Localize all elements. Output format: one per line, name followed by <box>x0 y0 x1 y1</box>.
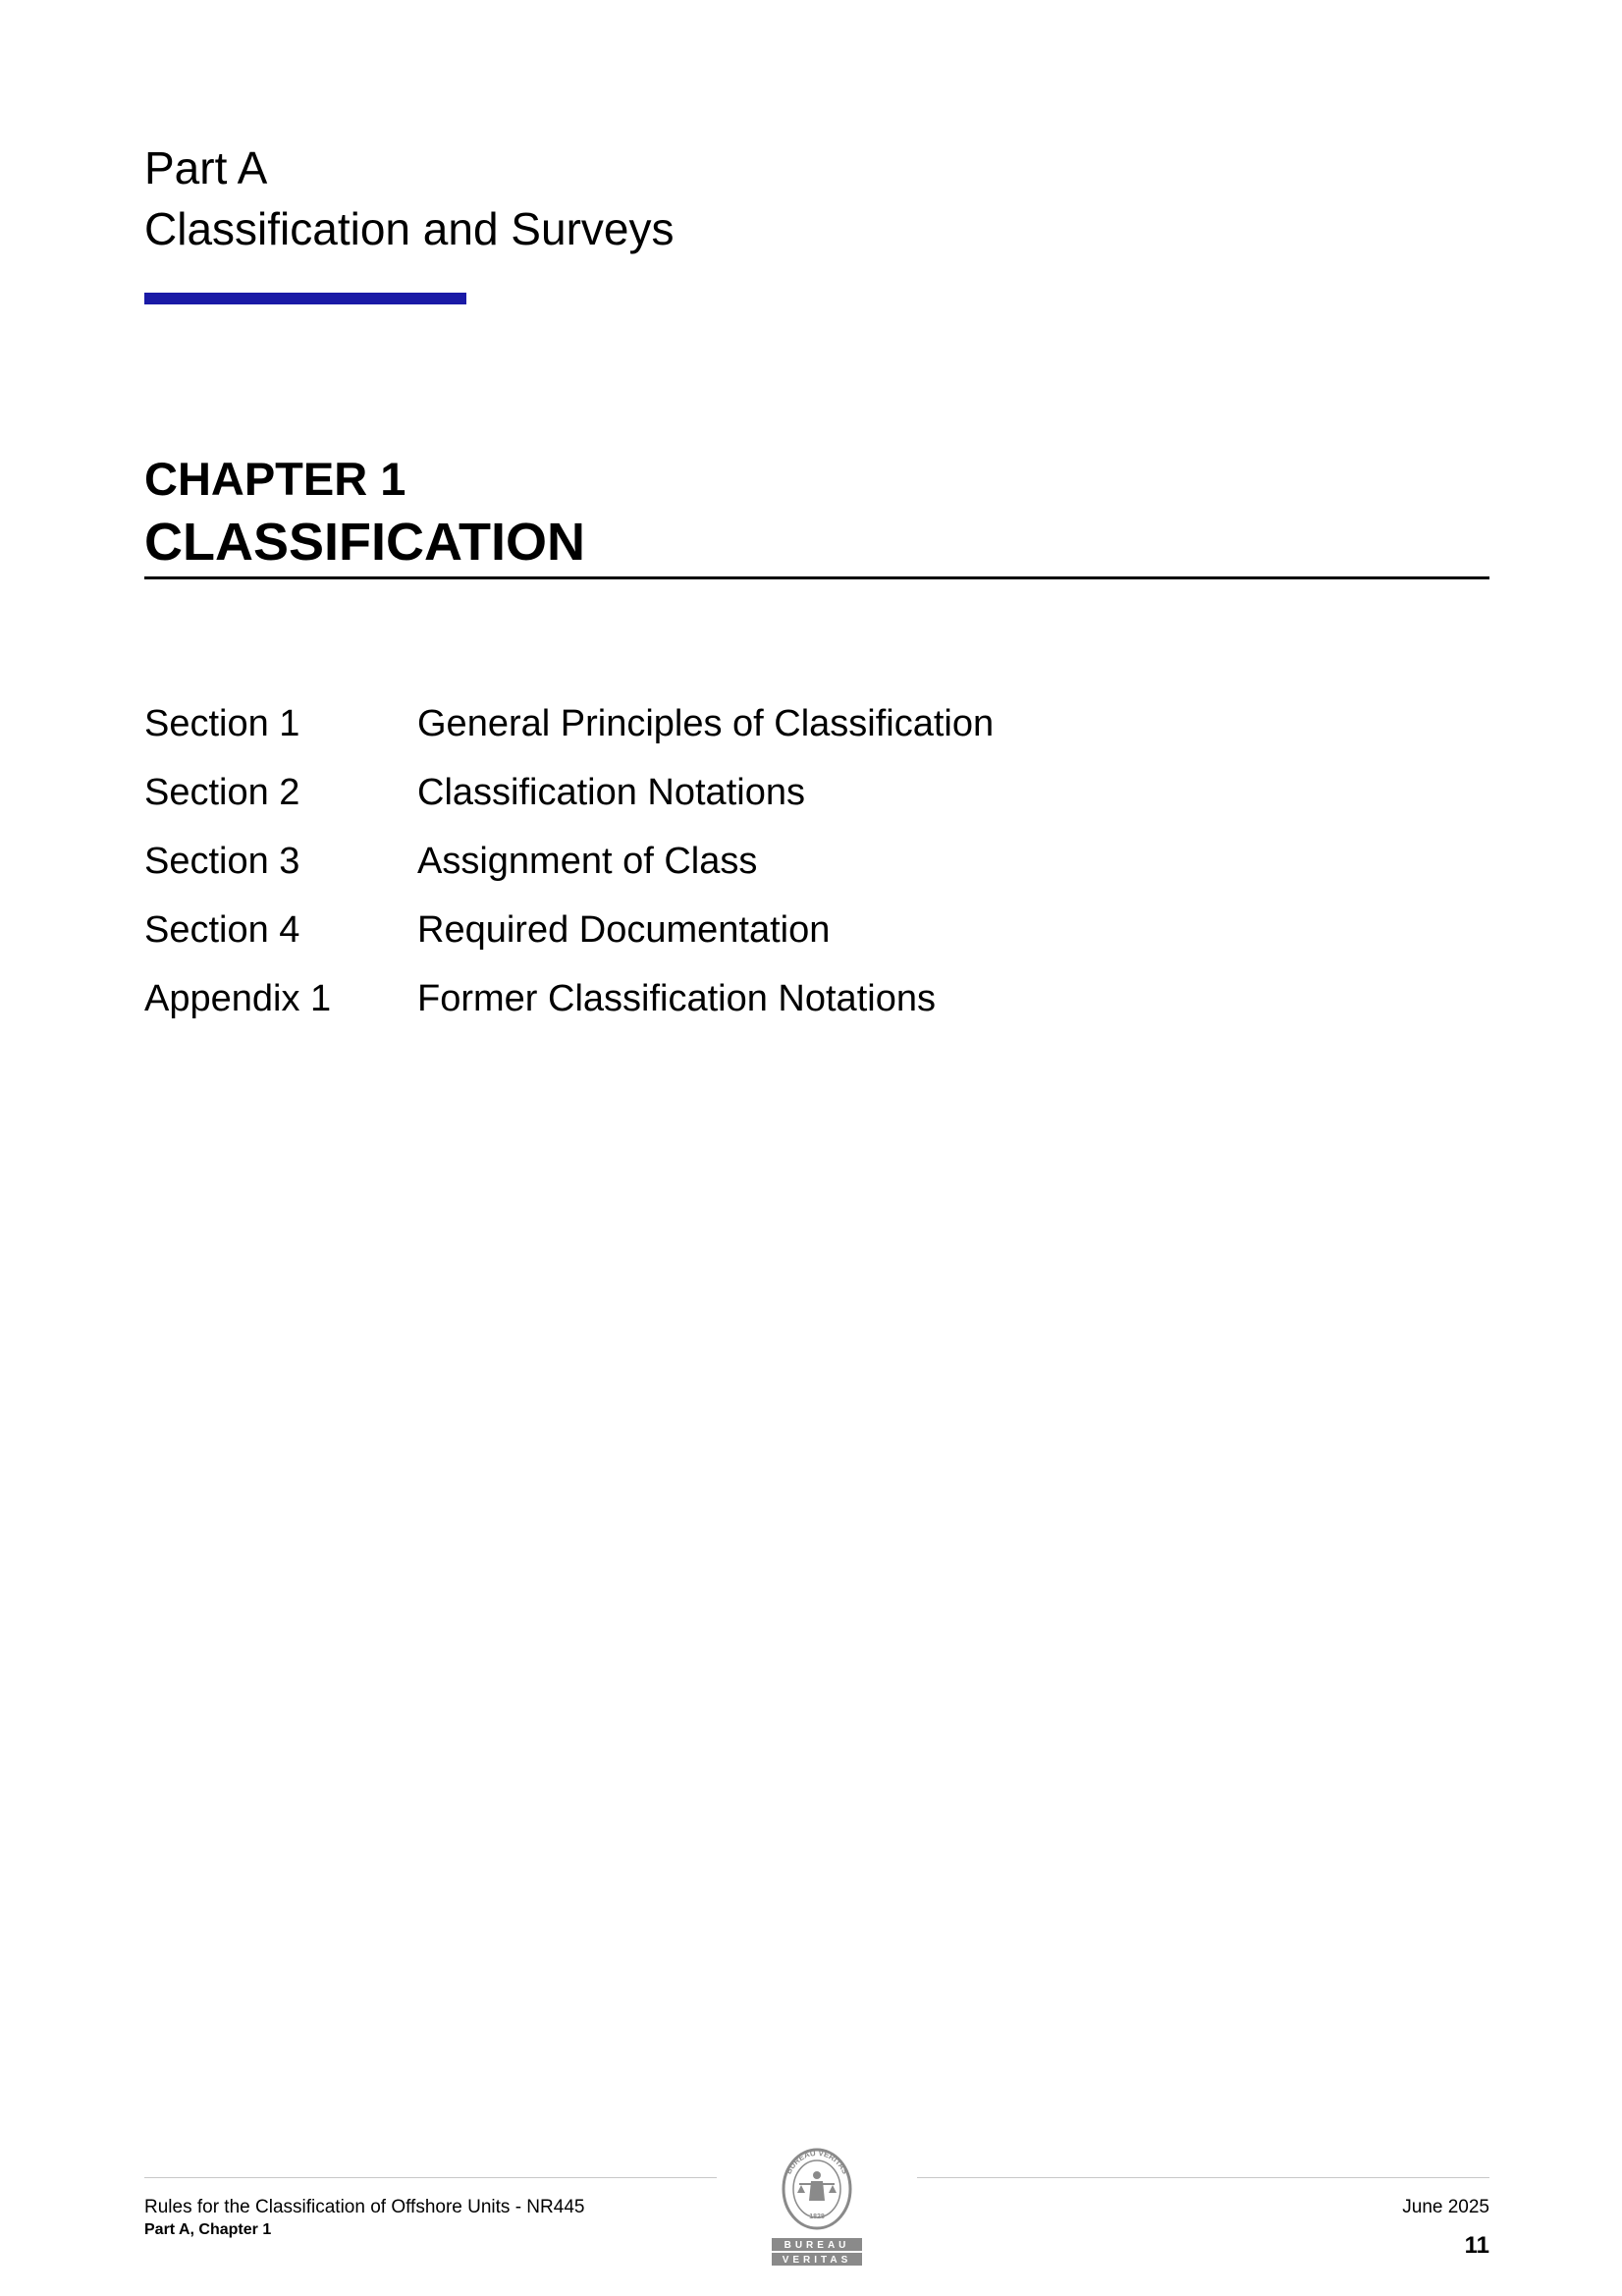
toc-title: Classification Notations <box>417 771 805 813</box>
footer-date: June 2025 <box>1402 2197 1489 2217</box>
footer-divider-left <box>144 2177 717 2178</box>
part-heading <box>144 137 674 259</box>
footer-part-chapter: Part A, Chapter 1 <box>144 2221 272 2238</box>
toc-row-section-3[interactable] <box>144 827 1421 896</box>
chapter-title: CLASSIFICATION <box>144 513 585 572</box>
logo-year: 1828 <box>809 2214 825 2220</box>
footer-divider-right <box>917 2177 1489 2178</box>
page-number: 11 <box>1464 2232 1489 2259</box>
toc-row-section-4[interactable] <box>144 896 1421 964</box>
toc-row-section-2[interactable] <box>144 758 1421 827</box>
footer-right <box>1402 2196 1489 2261</box>
toc-row-section-1[interactable] <box>144 689 1421 758</box>
part-label: Part A <box>144 142 268 193</box>
chapter-number: CHAPTER 1 <box>144 453 406 505</box>
toc-title: Assignment of Class <box>417 840 758 882</box>
part-title: Classification and Surveys <box>144 203 675 254</box>
toc-title: Required Documentation <box>417 908 831 951</box>
bureau-veritas-logo <box>766 2146 868 2269</box>
logo-word-top: BUREAU <box>784 2240 850 2251</box>
toc-label: Section 2 <box>144 771 300 813</box>
table-of-contents <box>144 689 1421 1033</box>
logo-ring-text: BUREAU VERITAS <box>784 2148 850 2176</box>
logo-word-bottom: VERITAS <box>782 2255 852 2266</box>
toc-label: Section 3 <box>144 840 300 882</box>
footer-left <box>144 2196 584 2241</box>
toc-row-appendix-1[interactable] <box>144 964 1421 1033</box>
toc-title: Former Classification Notations <box>417 977 936 1019</box>
toc-label: Appendix 1 <box>144 977 332 1019</box>
chapter-divider <box>144 576 1489 579</box>
toc-label: Section 4 <box>144 908 300 951</box>
toc-title: General Principles of Classification <box>417 702 995 744</box>
toc-label: Section 1 <box>144 702 300 744</box>
part-accent-bar <box>144 293 466 304</box>
footer-document-title: Rules for the Classification of Offshore Units - NR445 <box>144 2197 585 2217</box>
